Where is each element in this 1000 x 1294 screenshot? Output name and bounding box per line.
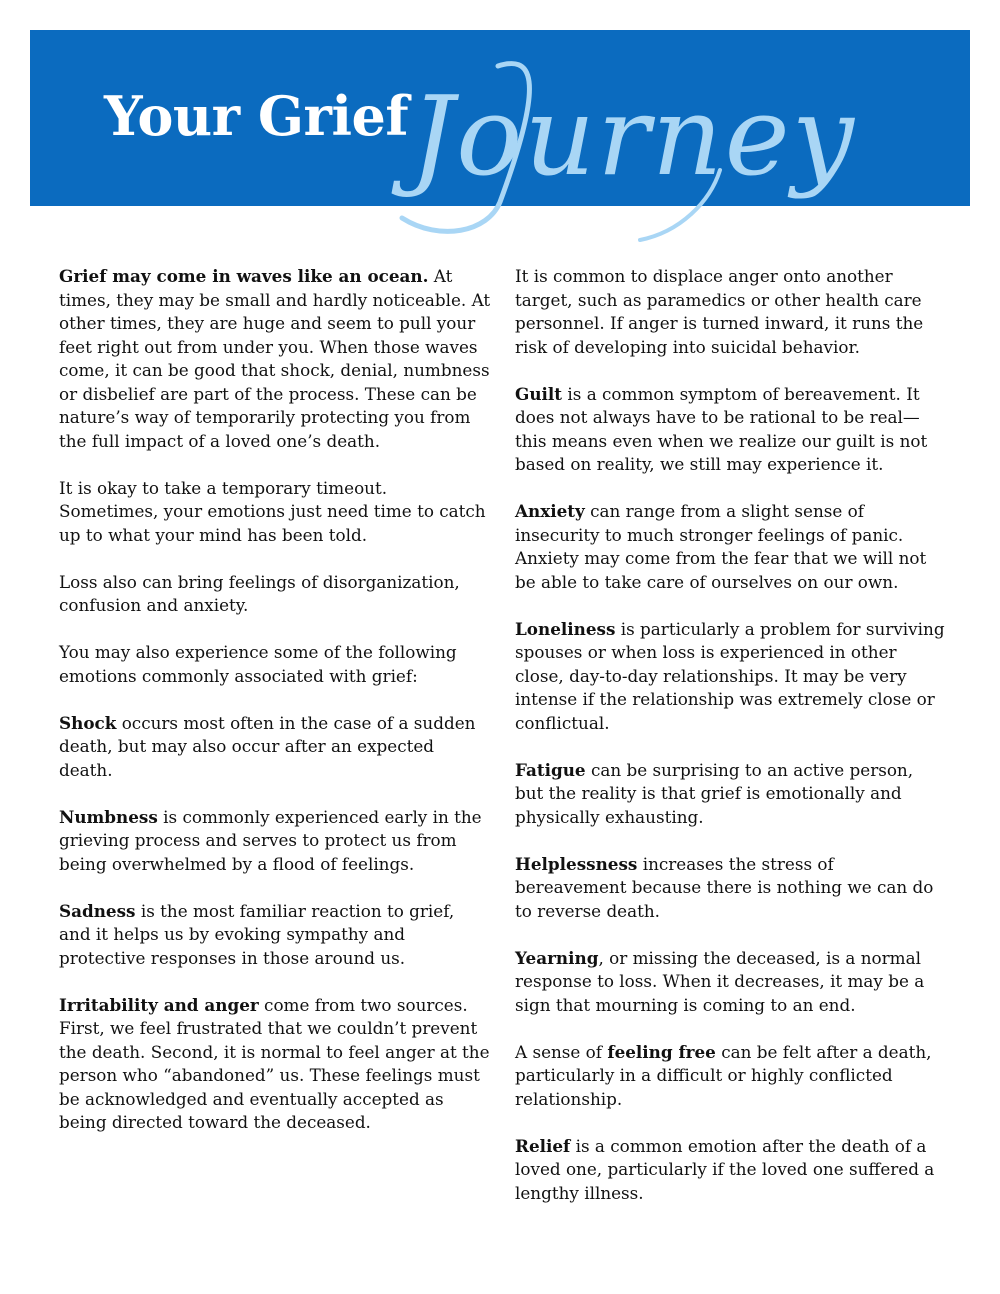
left-column [59,265,491,1158]
paragraph-relief: Relief is a common emotion after the death of a loved one, particularly if the loved one suffered a lengthy illness. [515,1135,935,1203]
paragraph: It is okay to take a temporary timeout. Sometimes, your emotions just need time to catch up to what your mind has been told. [59,477,486,545]
right-column [515,265,945,1229]
paragraph-feeling-free: A sense of feeling free can be felt after a death, particularly in a difficult or highly conflicted relationship. [515,1041,932,1109]
paragraph-anxiety: Anxiety can range from a slight sense of insecurity to much stronger feelings of panic. Anxiety may come from the fear that we will not be able to take care of ourselves on our own. [515,501,927,592]
paragraph-loneliness: Loneliness is particularly a problem for surviving spouses or when loss is experienced in other close, day-to-day relationships. It may be very intense if the relationship was extremely close or conflictual. [515,618,945,733]
paragraph-helplessness: Helplessness increases the stress of bereavement because there is nothing we can do to reverse death. [515,853,934,921]
paragraph-irritability: Irritability and anger come from two sources. First, we feel frustrated that we couldn’t prevent the death. Second, it is normal to feel anger at the person who “abandoned” us. These feelings must be acknowledged and eventually accepted as being directed toward the deceased. [59,994,490,1132]
paragraph: You may also experience some of the following emotions commonly associated with grief: [59,642,457,686]
paragraph-numbness: Numbness is commonly experienced early in the grieving process and serves to protect us from being overwhelmed by a flood of feelings. [59,806,482,874]
paragraph: It is common to displace anger onto another target, such as paramedics or other health care personnel. If anger is turned inward, it runs the risk of developing into suicidal behavior. [515,266,924,357]
paragraph-yearning: Yearning, or missing the deceased, is a normal response to loss. When it decreases, it may be a sign that mourning is coming to an end. [515,947,925,1015]
paragraph: Grief may come in waves like an ocean. At times, they may be small and hardly noticeable. At other times, they are huge and seem to pull your feet right out from under you. When those waves come, it can be good that shock, denial, numbness or disbelief are part of the process. These can be nature’s way of temporarily protecting you from the full impact of a loved one’s death. [59,266,491,451]
script-title-text: Journey [410,72,856,200]
paragraph-fatigue: Fatigue can be surprising to an active person, but the reality is that grief is emotionally and physically exhausting. [515,759,914,827]
paragraph: Loss also can bring feelings of disorganization, confusion and anxiety. [59,571,460,615]
paragraph-guilt: Guilt is a common symptom of bereavement. It does not always have to be rational to be real—this means even when we realize our guilt is not based on reality, we still may experience it. [515,383,928,474]
page-title: Your Grief [104,84,409,148]
paragraph-shock: Shock occurs most often in the case of a sudden death, but may also occur after an expected death. [59,712,476,780]
script-title-journey [380,52,856,252]
paragraph-sadness: Sadness is the most familiar reaction to grief, and it helps us by evoking sympathy and protective responses in those around us. [59,900,455,968]
